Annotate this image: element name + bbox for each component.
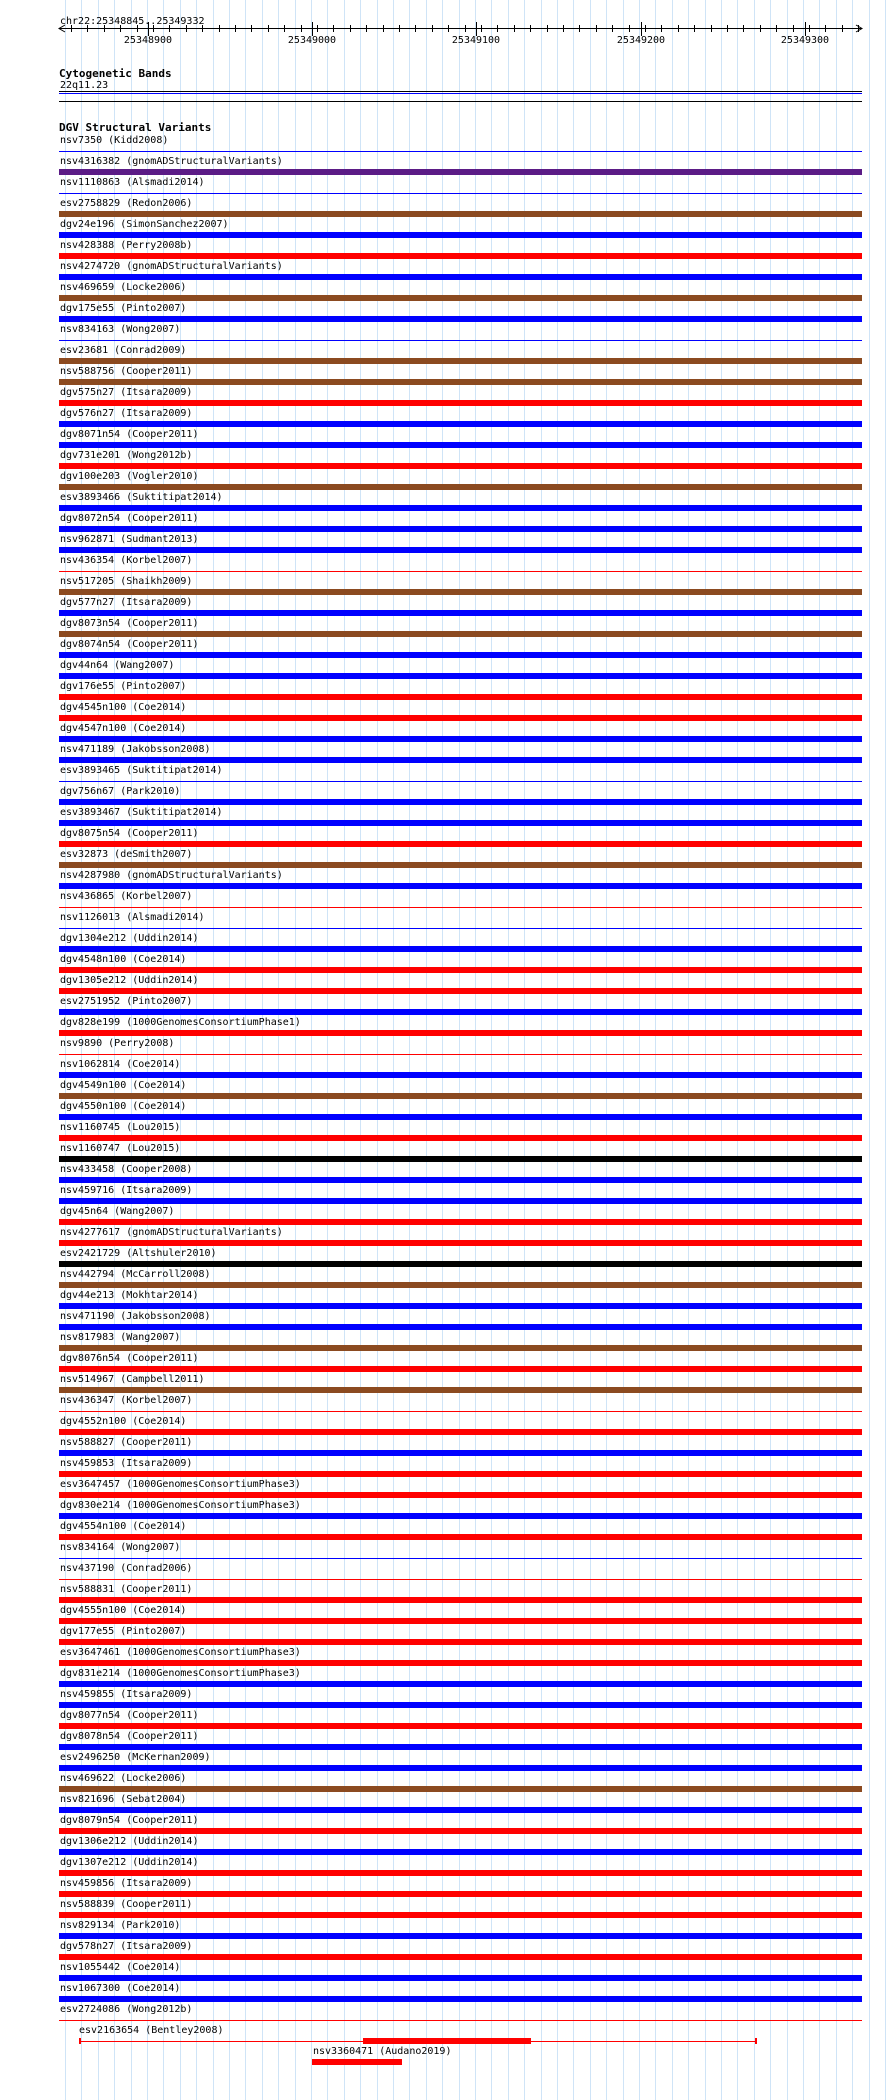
variant-label[interactable]: dgv4547n100 (Coe2014) [60, 723, 187, 734]
variant-bar[interactable] [59, 1807, 862, 1813]
variant-label[interactable]: nsv514967 (Campbell2011) [60, 1374, 205, 1385]
variant-row[interactable] [59, 1100, 862, 1121]
variant-row[interactable] [59, 848, 862, 869]
variant-label[interactable]: nsv437190 (Conrad2006) [60, 1563, 193, 1574]
variant-label[interactable]: dgv575n27 (Itsara2009) [60, 387, 193, 398]
variant-label[interactable]: dgv8074n54 (Cooper2011) [60, 639, 199, 650]
variant-bar[interactable] [59, 1639, 862, 1645]
variant-bar[interactable] [59, 151, 862, 152]
cytoband-divider [59, 91, 862, 92]
location-label: chr22:25348845..25349332 [60, 16, 205, 27]
variant-bar[interactable] [59, 1198, 862, 1204]
variant-label[interactable]: esv3893467 (Suktitipat2014) [60, 807, 223, 818]
variant-label[interactable]: dgv175e55 (Pinto2007) [60, 303, 187, 314]
variant-label[interactable]: dgv576n27 (Itsara2009) [60, 408, 193, 419]
variant-bar[interactable] [59, 1579, 862, 1580]
variant-row[interactable] [59, 1016, 862, 1037]
variant-row[interactable] [59, 197, 862, 218]
variant-bar[interactable] [59, 610, 862, 616]
variant-label[interactable]: nsv1160747 (Lou2015) [60, 1143, 181, 1154]
variant-label[interactable]: esv2751952 (Pinto2007) [60, 996, 193, 1007]
variant-label[interactable]: nsv428388 (Perry2008b) [60, 240, 193, 251]
variant-bar[interactable] [59, 1618, 862, 1624]
variant-bar[interactable] [59, 1366, 862, 1372]
variant-bar[interactable] [59, 781, 862, 782]
variant-bar[interactable] [59, 1177, 862, 1183]
variant-label[interactable]: nsv4316382 (gnomADStructuralVariants) [60, 156, 283, 167]
variant-row[interactable] [59, 1940, 862, 1961]
variant-label[interactable]: nsv588756 (Cooper2011) [60, 366, 193, 377]
variant-row[interactable] [59, 470, 862, 491]
variant-label[interactable]: nsv469659 (Locke2006) [60, 282, 187, 293]
variant-row[interactable] [59, 491, 862, 512]
variant-label[interactable]: esv3647461 (1000GenomesConsortiumPhase3) [60, 1647, 301, 1658]
variant-bar[interactable] [59, 1093, 862, 1099]
variant-row[interactable] [59, 1457, 862, 1478]
variant-bar[interactable] [59, 1072, 862, 1078]
variant-label[interactable]: nsv1110863 (Alsmadi2014) [60, 177, 205, 188]
variant-row[interactable] [59, 680, 862, 701]
variant-row[interactable] [59, 302, 862, 323]
variant-row[interactable] [59, 323, 862, 344]
variant-row[interactable] [59, 1709, 862, 1730]
variant-row[interactable] [59, 1751, 862, 1772]
variant-label[interactable]: dgv44n64 (Wang2007) [60, 660, 175, 671]
variant-row[interactable] [59, 974, 862, 995]
variant-bar[interactable] [59, 1156, 862, 1162]
variant-bar[interactable] [59, 505, 862, 511]
variant-row[interactable] [59, 176, 862, 197]
variant-row[interactable] [59, 239, 862, 260]
variant-bar[interactable] [59, 736, 862, 742]
variant-bar[interactable] [59, 484, 862, 490]
ruler-tick-label: 25349100 [451, 35, 501, 46]
variant-row[interactable] [59, 1856, 862, 1877]
variant-row[interactable] [59, 1898, 862, 1919]
variant-row[interactable] [59, 932, 862, 953]
variant-row[interactable] [59, 1058, 862, 1079]
variant-label[interactable]: dgv8073n54 (Cooper2011) [60, 618, 199, 629]
variant-row[interactable] [59, 1037, 862, 1058]
variant-bar[interactable] [59, 652, 862, 658]
variant-bar[interactable] [59, 1261, 862, 1267]
variant-bar[interactable] [59, 526, 862, 532]
variant-label[interactable]: nsv517205 (Shaikh2009) [60, 576, 193, 587]
variant-label[interactable]: dgv831e214 (1000GenomesConsortiumPhase3) [60, 1668, 301, 1679]
variant-label[interactable]: nsv829134 (Park2010) [60, 1920, 181, 1931]
variant-label[interactable]: nsv588839 (Cooper2011) [60, 1899, 193, 1910]
variant-row[interactable] [59, 890, 862, 911]
variant-row[interactable] [59, 1373, 862, 1394]
variant-row[interactable] [59, 1688, 862, 1709]
variant-bar[interactable] [59, 841, 862, 847]
variant-bar[interactable] [59, 820, 862, 826]
variant-row[interactable] [59, 533, 862, 554]
variant-row[interactable] [59, 659, 862, 680]
variant-bar[interactable] [59, 673, 862, 679]
variant-row[interactable] [59, 218, 862, 239]
variant-row[interactable] [59, 827, 862, 848]
variant-label[interactable]: nsv9890 (Perry2008) [60, 1038, 175, 1049]
variant-end-cap [79, 2038, 81, 2044]
variant-label[interactable]: dgv830e214 (1000GenomesConsortiumPhase3) [60, 1500, 301, 1511]
variant-row[interactable] [59, 722, 862, 743]
variant-bar[interactable] [59, 631, 862, 637]
variant-label[interactable]: nsv459855 (Itsara2009) [60, 1689, 193, 1700]
variant-bar[interactable] [59, 1114, 862, 1120]
variant-bar[interactable] [59, 1723, 862, 1729]
variant-row[interactable] [59, 1289, 862, 1310]
track-separator [59, 101, 862, 102]
variant-label[interactable]: dgv4554n100 (Coe2014) [60, 1521, 187, 1532]
variant-row[interactable] [59, 1352, 862, 1373]
variant-label[interactable]: nsv459856 (Itsara2009) [60, 1878, 193, 1889]
variant-bar[interactable] [59, 1009, 862, 1015]
variant-row[interactable] [59, 1079, 862, 1100]
variant-label[interactable]: esv23681 (Conrad2009) [60, 345, 187, 356]
variant-label[interactable]: nsv442794 (McCarroll2008) [60, 1269, 211, 1280]
variant-row[interactable] [59, 1310, 862, 1331]
variant-bar[interactable] [59, 232, 862, 238]
ruler-tick-label: 25349200 [616, 35, 666, 46]
variant-row[interactable] [59, 764, 862, 785]
variant-bar[interactable] [59, 1996, 862, 2002]
variant-label[interactable]: dgv8079n54 (Cooper2011) [60, 1815, 199, 1826]
variant-label[interactable]: esv2758829 (Redon2006) [60, 198, 193, 209]
variant-row[interactable] [59, 1772, 862, 1793]
variant-label[interactable]: dgv1306e212 (Uddin2014) [60, 1836, 199, 1847]
variant-label[interactable]: nsv7350 (Kidd2008) [60, 135, 169, 146]
variant-row[interactable] [59, 1163, 862, 1184]
variant-label[interactable]: dgv8071n54 (Cooper2011) [60, 429, 199, 440]
variant-label[interactable]: nsv1160745 (Lou2015) [60, 1122, 181, 1133]
variant-row[interactable] [59, 575, 862, 596]
dgv-track-title: DGV Structural Variants [59, 121, 212, 134]
variant-row[interactable] [59, 1520, 862, 1541]
variant-label[interactable]: dgv8077n54 (Cooper2011) [60, 1710, 199, 1721]
variant-row-partial[interactable] [0, 2045, 890, 2066]
variant-row[interactable] [59, 1982, 862, 2003]
variant-bar[interactable] [59, 1282, 862, 1288]
variant-bar[interactable] [59, 1702, 862, 1708]
variant-row[interactable] [59, 1562, 862, 1583]
variant-bar[interactable] [59, 1219, 862, 1225]
variant-bar[interactable] [59, 757, 862, 763]
variant-bar[interactable] [59, 799, 862, 805]
variant-bar[interactable] [312, 2059, 402, 2065]
variant-bar[interactable] [59, 1345, 862, 1351]
variant-row[interactable] [59, 1184, 862, 1205]
variant-label[interactable]: esv2724086 (Wong2012b) [60, 2004, 193, 2015]
variant-row[interactable] [59, 1415, 862, 1436]
variant-bar[interactable] [59, 1849, 862, 1855]
variant-bar[interactable] [59, 1870, 862, 1876]
variant-bar[interactable] [59, 907, 862, 908]
variant-label[interactable]: dgv177e55 (Pinto2007) [60, 1626, 187, 1637]
variant-label[interactable]: nsv471190 (Jakobsson2008) [60, 1311, 211, 1322]
cytoband-track-title: Cytogenetic Bands [59, 67, 172, 80]
variant-bar[interactable] [59, 589, 862, 595]
variant-bar[interactable] [59, 1303, 862, 1309]
variant-row[interactable] [59, 743, 862, 764]
variant-row[interactable] [59, 155, 862, 176]
variant-label[interactable]: dgv4545n100 (Coe2014) [60, 702, 187, 713]
variant-row[interactable] [59, 134, 862, 155]
variant-bar[interactable] [59, 1828, 862, 1834]
variant-bar[interactable] [59, 442, 862, 448]
variant-row[interactable] [59, 365, 862, 386]
variant-bar[interactable] [59, 1786, 862, 1792]
variant-bar[interactable] [59, 316, 862, 322]
variant-bar[interactable] [59, 1597, 862, 1603]
variant-label[interactable]: dgv1305e212 (Uddin2014) [60, 975, 199, 986]
variant-row[interactable] [59, 638, 862, 659]
variant-bar[interactable] [59, 1324, 862, 1330]
variant-label[interactable]: nsv1067300 (Coe2014) [60, 1983, 181, 1994]
variant-label[interactable]: nsv4287980 (gnomADStructuralVariants) [60, 870, 283, 881]
variant-row[interactable] [59, 260, 862, 281]
variant-bar[interactable] [59, 967, 862, 973]
variant-label[interactable]: dgv4555n100 (Coe2014) [60, 1605, 187, 1616]
variant-row[interactable] [59, 1604, 862, 1625]
variant-label[interactable]: nsv588831 (Cooper2011) [60, 1584, 193, 1595]
variant-bar[interactable] [59, 1534, 862, 1540]
variant-bar[interactable] [59, 862, 862, 868]
variant-bar[interactable] [59, 1513, 862, 1519]
variant-bar[interactable] [59, 1975, 862, 1981]
variant-label[interactable]: nsv817983 (Wang2007) [60, 1332, 181, 1343]
variant-row[interactable] [59, 512, 862, 533]
variant-label[interactable]: dgv4550n100 (Coe2014) [60, 1101, 187, 1112]
variant-label[interactable]: nsv4274720 (gnomADStructuralVariants) [60, 261, 283, 272]
variant-label[interactable]: dgv8075n54 (Cooper2011) [60, 828, 199, 839]
variant-row[interactable] [59, 617, 862, 638]
variant-row[interactable] [59, 1226, 862, 1247]
variant-bar[interactable] [59, 1912, 862, 1918]
variant-row[interactable] [59, 1625, 862, 1646]
variant-label[interactable]: dgv731e201 (Wong2012b) [60, 450, 193, 461]
variant-bar[interactable] [59, 1054, 862, 1055]
variant-row[interactable] [59, 1394, 862, 1415]
variant-bar[interactable] [59, 1450, 862, 1456]
cytoband-label: 22q11.23 [60, 80, 109, 91]
variant-row[interactable] [59, 1247, 862, 1268]
variant-row[interactable] [59, 281, 862, 302]
variant-label[interactable]: nsv4277617 (gnomADStructuralVariants) [60, 1227, 283, 1238]
variant-label[interactable]: esv2163654 (Bentley2008) [79, 2025, 224, 2036]
variant-label[interactable]: nsv436347 (Korbel2007) [60, 1395, 193, 1406]
variant-label[interactable]: nsv433458 (Cooper2008) [60, 1164, 193, 1175]
variant-row[interactable] [59, 1583, 862, 1604]
variant-row[interactable] [59, 554, 862, 575]
variant-row[interactable] [59, 1814, 862, 1835]
variant-bar[interactable] [59, 1558, 862, 1559]
variant-bar[interactable] [59, 1387, 862, 1393]
variant-bar[interactable] [59, 1891, 862, 1897]
variant-row[interactable] [59, 1331, 862, 1352]
variant-bar[interactable] [59, 169, 862, 175]
variant-row[interactable] [59, 1142, 862, 1163]
variant-bar[interactable] [59, 988, 862, 994]
variant-label[interactable]: dgv756n67 (Park2010) [60, 786, 181, 797]
variant-row[interactable] [59, 2003, 862, 2024]
variant-label[interactable]: nsv1126013 (Alsmadi2014) [60, 912, 205, 923]
variant-row[interactable] [59, 806, 862, 827]
variant-row[interactable] [59, 1877, 862, 1898]
variant-bar[interactable] [59, 193, 862, 194]
variant-label[interactable]: nsv459853 (Itsara2009) [60, 1458, 193, 1469]
variant-row[interactable] [59, 701, 862, 722]
variant-label[interactable]: dgv4549n100 (Coe2014) [60, 1080, 187, 1091]
variant-row-partial[interactable] [0, 2024, 890, 2045]
variant-label[interactable]: dgv176e55 (Pinto2007) [60, 681, 187, 692]
variant-label[interactable]: nsv588827 (Cooper2011) [60, 1437, 193, 1448]
variant-row[interactable] [59, 428, 862, 449]
variant-bar[interactable] [59, 694, 862, 700]
variant-row[interactable] [59, 596, 862, 617]
variant-bar[interactable] [59, 1240, 862, 1246]
variant-row[interactable] [59, 1121, 862, 1142]
variant-bar[interactable] [59, 946, 862, 952]
variant-bar[interactable] [59, 547, 862, 553]
variant-label[interactable]: nsv962871 (Sudmant2013) [60, 534, 199, 545]
variant-bar[interactable] [59, 571, 862, 572]
variant-label[interactable]: nsv834164 (Wong2007) [60, 1542, 181, 1553]
variant-row[interactable] [59, 1961, 862, 1982]
variant-bar[interactable] [59, 1660, 862, 1666]
variant-bar[interactable] [59, 463, 862, 469]
variant-label[interactable]: dgv45n64 (Wang2007) [60, 1206, 175, 1217]
variant-bar[interactable] [59, 715, 862, 721]
variant-label[interactable]: dgv4548n100 (Coe2014) [60, 954, 187, 965]
variant-bar[interactable] [59, 883, 862, 889]
variant-row[interactable] [59, 344, 862, 365]
variant-row[interactable] [59, 1667, 862, 1688]
variant-label[interactable]: dgv828e199 (1000GenomesConsortiumPhase1) [60, 1017, 301, 1028]
variant-label[interactable]: nsv459716 (Itsara2009) [60, 1185, 193, 1196]
variant-row[interactable] [59, 1205, 862, 1226]
variant-row[interactable] [59, 1499, 862, 1520]
variant-row[interactable] [59, 386, 862, 407]
variant-row[interactable] [59, 785, 862, 806]
variant-bar[interactable] [59, 400, 862, 406]
variant-bar[interactable] [59, 1429, 862, 1435]
variant-label[interactable]: nsv436354 (Korbel2007) [60, 555, 193, 566]
ruler-tick-label: 25348900 [123, 35, 173, 46]
variant-row[interactable] [59, 1436, 862, 1457]
variant-row[interactable] [59, 995, 862, 1016]
variant-row[interactable] [59, 1478, 862, 1499]
variant-label[interactable]: nsv436865 (Korbel2007) [60, 891, 193, 902]
variant-label[interactable]: esv3647457 (1000GenomesConsortiumPhase3) [60, 1479, 301, 1490]
variant-label[interactable]: esv2421729 (Altshuler2010) [60, 1248, 217, 1259]
variant-row[interactable] [59, 1646, 862, 1667]
variant-label[interactable]: esv2496250 (McKernan2009) [60, 1752, 211, 1763]
variant-bar-block[interactable] [363, 2038, 531, 2044]
variant-label[interactable]: esv3893465 (Suktitipat2014) [60, 765, 223, 776]
variant-label[interactable]: nsv821696 (Sebat2004) [60, 1794, 187, 1805]
variant-label[interactable]: nsv3360471 (Audano2019) [313, 2046, 452, 2057]
variant-label[interactable]: dgv1304e212 (Uddin2014) [60, 933, 199, 944]
variant-label[interactable]: dgv1307e212 (Uddin2014) [60, 1857, 199, 1868]
variant-bar[interactable] [59, 253, 862, 259]
variant-label[interactable]: nsv469622 (Locke2006) [60, 1773, 187, 1784]
variant-row[interactable] [59, 407, 862, 428]
variant-label[interactable]: dgv4552n100 (Coe2014) [60, 1416, 187, 1427]
variant-label[interactable]: nsv471189 (Jakobsson2008) [60, 744, 211, 755]
variant-row[interactable] [59, 869, 862, 890]
variant-label[interactable]: dgv578n27 (Itsara2009) [60, 1941, 193, 1952]
variant-bar[interactable] [59, 1681, 862, 1687]
variant-label[interactable]: nsv834163 (Wong2007) [60, 324, 181, 335]
variant-row[interactable] [59, 1919, 862, 1940]
variant-row[interactable] [59, 953, 862, 974]
variant-bar[interactable] [59, 1411, 862, 1412]
variant-label[interactable]: dgv577n27 (Itsara2009) [60, 597, 193, 608]
variant-row[interactable] [59, 1268, 862, 1289]
variant-bar[interactable] [59, 1492, 862, 1498]
variant-row[interactable] [59, 1730, 862, 1751]
variant-label[interactable]: dgv8072n54 (Cooper2011) [60, 513, 199, 524]
variant-bar[interactable] [59, 274, 862, 280]
variant-bar[interactable] [59, 1744, 862, 1750]
variant-bar[interactable] [59, 1135, 862, 1141]
variant-row[interactable] [59, 449, 862, 470]
ruler-tick-label: 25349300 [780, 35, 830, 46]
variant-label[interactable]: dgv100e203 (Vogler2010) [60, 471, 199, 482]
variant-bar[interactable] [59, 379, 862, 385]
variant-label[interactable]: dgv8078n54 (Cooper2011) [60, 1731, 199, 1742]
variant-bar[interactable] [59, 295, 862, 301]
variant-bar[interactable] [59, 340, 862, 341]
variant-bar[interactable] [59, 2020, 862, 2021]
variant-bar[interactable] [59, 1933, 862, 1939]
variant-bar[interactable] [59, 1471, 862, 1477]
variant-label[interactable]: dgv24e196 (SimonSanchez2007) [60, 219, 229, 230]
variant-row[interactable] [59, 1541, 862, 1562]
variant-label[interactable]: nsv1055442 (Coe2014) [60, 1962, 181, 1973]
variant-row[interactable] [59, 911, 862, 932]
variant-label[interactable]: dgv44e213 (Mokhtar2014) [60, 1290, 199, 1301]
variant-end-cap [755, 2038, 757, 2044]
variant-label[interactable]: esv3893466 (Suktitipat2014) [60, 492, 223, 503]
variant-bar[interactable] [59, 1765, 862, 1771]
variant-bar[interactable] [59, 1954, 862, 1960]
variant-bar[interactable] [59, 1030, 862, 1036]
variant-bar[interactable] [59, 211, 862, 217]
cytoband-divider-2 [59, 93, 862, 94]
variant-bar[interactable] [59, 928, 862, 929]
variant-bar[interactable] [59, 358, 862, 364]
variant-label[interactable]: nsv1062814 (Coe2014) [60, 1059, 181, 1070]
variant-label[interactable]: dgv8076n54 (Cooper2011) [60, 1353, 199, 1364]
variant-row[interactable] [59, 1835, 862, 1856]
variant-label[interactable]: esv32873 (deSmith2007) [60, 849, 193, 860]
ruler-tick-label: 25349000 [287, 35, 337, 46]
variant-bar[interactable] [59, 421, 862, 427]
variant-row[interactable] [59, 1793, 862, 1814]
